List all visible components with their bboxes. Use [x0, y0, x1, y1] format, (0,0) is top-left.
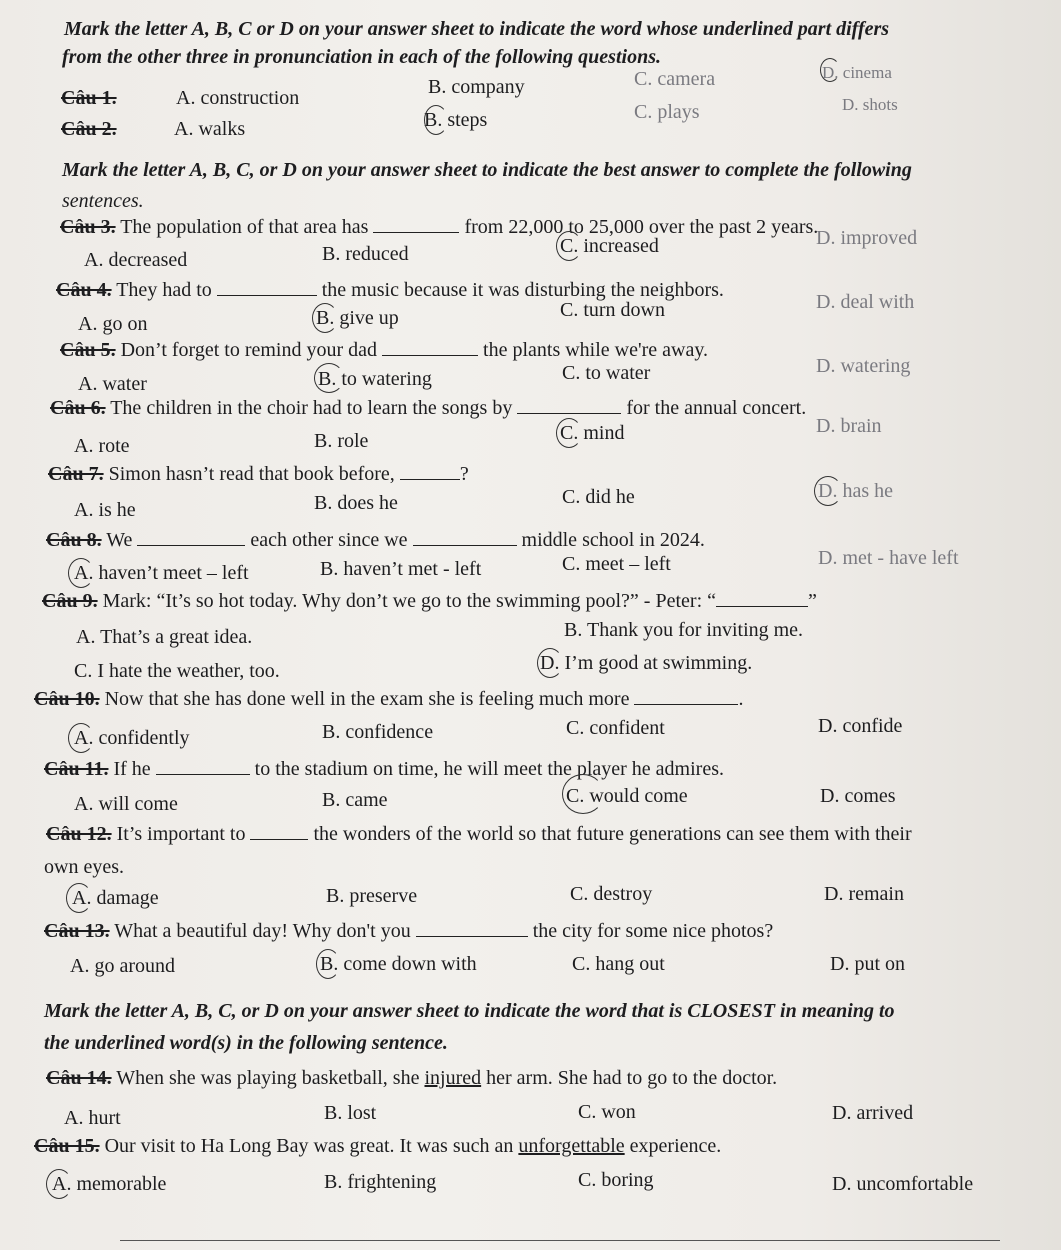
q8-option-b: B. haven’t met - left	[320, 558, 482, 580]
q4-option-b: B. give up	[316, 307, 399, 329]
q15-option-d: D. uncomfortable	[832, 1173, 974, 1195]
q12-blank	[250, 821, 308, 840]
q15-answer-circle	[46, 1169, 72, 1199]
q13-answer-circle	[316, 949, 340, 979]
q7-option-b: B. does he	[314, 492, 398, 514]
q6-stem-pre: The children in the choir had to learn the songs by	[110, 397, 513, 419]
q7-option-a: A. is he	[74, 499, 136, 521]
q8-stem-pre: We	[106, 529, 133, 551]
q1-number: Câu 1.	[61, 87, 117, 109]
q12-option-c: C. destroy	[570, 883, 653, 905]
q12-option-d: D. remain	[824, 883, 904, 905]
q10-option-b: B. confidence	[322, 721, 434, 743]
q5-blank	[382, 337, 478, 356]
q6-option-d: D. brain	[816, 415, 882, 437]
q4-option-c: C. turn down	[560, 299, 665, 321]
q7-number: Câu 7.	[48, 463, 104, 485]
q11-blank	[156, 756, 250, 775]
q10-number: Câu 10.	[34, 688, 100, 710]
q3-number: Câu 3.	[60, 216, 116, 238]
q10-stem-post: .	[738, 688, 744, 710]
q3-blank	[373, 214, 459, 233]
q14-option-a: A. hurt	[64, 1107, 121, 1129]
q13-stem-post: the city for some nice photos?	[532, 920, 774, 942]
q12-number: Câu 12.	[46, 823, 112, 845]
q1-option-a: A. construction	[176, 87, 300, 109]
q9-option-a: A. That’s a great idea.	[76, 626, 253, 648]
q8-stem-post: middle school in 2024.	[521, 529, 705, 551]
q11-stem-pre: If he	[113, 758, 151, 780]
q14-stem-post: her arm. She had to go to the doctor.	[486, 1067, 778, 1089]
q3-stem	[60, 214, 818, 239]
q15-stem-post: experience.	[629, 1135, 722, 1157]
q10-answer-circle	[68, 723, 94, 753]
q5-stem	[60, 337, 708, 362]
q3-stem-post: from 22,000 to 25,000 over the past 2 years.	[464, 216, 819, 238]
q8-blank-2	[413, 527, 517, 546]
instruction-pronunciation-line2: from the other three in pronunciation in each of the following questions.	[62, 46, 661, 68]
q10-option-d: D. confide	[818, 715, 903, 737]
q9-stem	[42, 588, 817, 613]
q2-option-a: A. walks	[174, 118, 246, 140]
q3-option-d: D. improved	[816, 227, 918, 249]
q6-answer-circle	[556, 418, 582, 448]
q4-blank	[217, 277, 317, 296]
q15-underlined-word: unforgettable	[518, 1135, 625, 1157]
q9-answer-circle	[537, 648, 563, 678]
q4-stem-post: the music because it was disturbing the neighbors.	[321, 279, 724, 301]
q9-option-b: B. Thank you for inviting me.	[564, 619, 804, 641]
q4-answer-circle	[312, 303, 338, 333]
q2-option-d: D. shots	[842, 95, 898, 114]
q12-answer-circle	[66, 883, 92, 913]
q9-number: Câu 9.	[42, 590, 98, 612]
instruction-complete-line2: sentences.	[62, 190, 144, 212]
q14-option-c: C. won	[578, 1101, 636, 1123]
q6-option-b: B. role	[314, 430, 369, 452]
q7-answer-circle	[814, 476, 842, 506]
q12-option-a: A. damage	[72, 887, 159, 909]
q12-stem-pre: It’s important to	[116, 823, 246, 845]
q12-option-b: B. preserve	[326, 885, 418, 907]
q3-option-b: B. reduced	[322, 243, 409, 265]
q7-stem-post: ?	[459, 463, 469, 485]
q6-number: Câu 6.	[50, 397, 106, 419]
q13-option-b: B. come down with	[320, 953, 477, 975]
q1-answer-circle	[820, 58, 840, 82]
q11-answer-circle	[562, 774, 604, 814]
q15-option-c: C. boring	[578, 1169, 654, 1191]
q11-number: Câu 11.	[44, 758, 109, 780]
q1-option-c: C. camera	[634, 68, 716, 90]
q8-option-a: A. haven’t meet – left	[74, 562, 249, 584]
q5-number: Câu 5.	[60, 339, 116, 361]
q8-blank-1	[137, 527, 245, 546]
q2-option-b: B. steps	[424, 109, 488, 131]
q4-option-a: A. go on	[78, 313, 148, 335]
q14-option-d: D. arrived	[832, 1102, 914, 1124]
q13-stem	[44, 918, 773, 943]
q7-option-d: D. has he	[818, 480, 893, 502]
q7-stem	[48, 461, 469, 486]
q2-option-c: C. plays	[634, 101, 700, 123]
q6-blank	[517, 395, 621, 414]
q9-stem-post: ”	[808, 590, 817, 612]
q5-stem-post: the plants while we're away.	[483, 339, 709, 361]
q7-blank	[400, 461, 460, 480]
q13-option-a: A. go around	[70, 955, 175, 977]
q14-option-b: B. lost	[324, 1102, 377, 1124]
q13-number: Câu 13.	[44, 920, 110, 942]
q8-number: Câu 8.	[46, 529, 102, 551]
q6-option-a: A. rote	[74, 435, 130, 457]
q13-blank	[416, 918, 528, 937]
q2-answer-circle	[424, 105, 448, 135]
instruction-pronunciation-line1: Mark the letter A, B, C or D on your answer sheet to indicate the word whose underlined part differs	[64, 18, 890, 40]
q5-answer-circle	[314, 363, 344, 393]
q3-option-a: A. decreased	[84, 249, 188, 271]
instruction-closest-line1: Mark the letter A, B, C, or D on your answer sheet to indicate the word that is CLOSEST in meaning to	[44, 1000, 895, 1022]
q4-stem-pre: They had to	[116, 279, 212, 301]
q4-option-d: D. deal with	[816, 291, 915, 313]
q3-option-c: C. increased	[560, 235, 659, 257]
q14-underlined-word: injured	[424, 1067, 482, 1089]
q14-number: Câu 14.	[46, 1067, 112, 1089]
q10-option-a: A. confidently	[74, 727, 190, 749]
q15-number: Câu 15.	[34, 1135, 100, 1157]
q9-stem-pre: Mark: “It’s so hot today. Why don’t we go to the swimming pool?” - Peter: “	[102, 590, 716, 612]
q14-stem-pre: When she was playing basketball, she	[116, 1067, 420, 1089]
q5-option-a: A. water	[78, 373, 147, 395]
q2-number: Câu 2.	[61, 118, 117, 140]
q5-option-b: B. to watering	[318, 368, 432, 390]
q13-option-d: D. put on	[830, 953, 905, 975]
q8-stem	[46, 527, 705, 552]
q15-stem-pre: Our visit to Ha Long Bay was great. It was such an	[104, 1135, 514, 1157]
q11-option-d: D. comes	[820, 785, 896, 807]
q15-stem	[34, 1134, 721, 1158]
q13-stem-pre: What a beautiful day! Why don't you	[114, 920, 411, 942]
q7-option-c: C. did he	[562, 486, 635, 508]
q11-option-a: A. will come	[74, 793, 178, 815]
q6-stem-post: for the annual concert.	[626, 397, 807, 419]
q9-option-d: D. I’m good at swimming.	[540, 652, 753, 674]
q13-option-c: C. hang out	[572, 953, 665, 975]
q15-option-a: A. memorable	[52, 1173, 167, 1195]
q11-option-b: B. came	[322, 789, 388, 811]
q8-answer-circle	[68, 558, 94, 588]
q7-stem-pre: Simon hasn’t read that book before,	[108, 463, 395, 485]
q1-option-b: B. company	[428, 76, 525, 98]
q15-option-b: B. frightening	[324, 1171, 437, 1193]
q5-option-d: D. watering	[816, 355, 911, 377]
q4-number: Câu 4.	[56, 279, 112, 301]
q5-stem-pre: Don’t forget to remind your dad	[120, 339, 378, 361]
q11-stem-post: to the stadium on time, he will meet the player he admires.	[254, 758, 724, 780]
bottom-divider	[120, 1240, 1000, 1241]
q12-stem-post: the wonders of the world so that future generations can see them with their	[313, 823, 912, 845]
q12-stem	[46, 821, 912, 846]
q10-option-c: C. confident	[566, 717, 665, 739]
q11-stem	[44, 756, 724, 781]
q8-stem-mid: each other since we	[250, 529, 408, 551]
q1-option-d: D. cinema	[822, 63, 892, 82]
q5-option-c: C. to water	[562, 362, 651, 384]
q3-stem-pre: The population of that area has	[120, 216, 369, 238]
q3-answer-circle	[556, 231, 582, 261]
q8-option-c: C. meet – left	[562, 553, 671, 575]
q10-stem	[34, 686, 743, 711]
instruction-closest-line2: the underlined word(s) in the following sentence.	[44, 1032, 448, 1054]
q14-stem	[46, 1066, 777, 1090]
q8-option-d: D. met - have left	[818, 547, 959, 569]
q10-blank	[634, 686, 738, 705]
q6-option-c: C. mind	[560, 422, 625, 444]
instruction-complete-line1: Mark the letter A, B, C, or D on your answer sheet to indicate the best answer to complete the following	[62, 159, 912, 181]
q9-blank	[716, 588, 808, 607]
q12-stem-line2: own eyes.	[44, 856, 124, 878]
q11-option-c: C. would come	[566, 785, 688, 807]
q10-stem-pre: Now that she has done well in the exam she is feeling much more	[104, 688, 630, 710]
q6-stem	[50, 395, 806, 420]
q9-option-c: C. I hate the weather, too.	[74, 660, 280, 682]
